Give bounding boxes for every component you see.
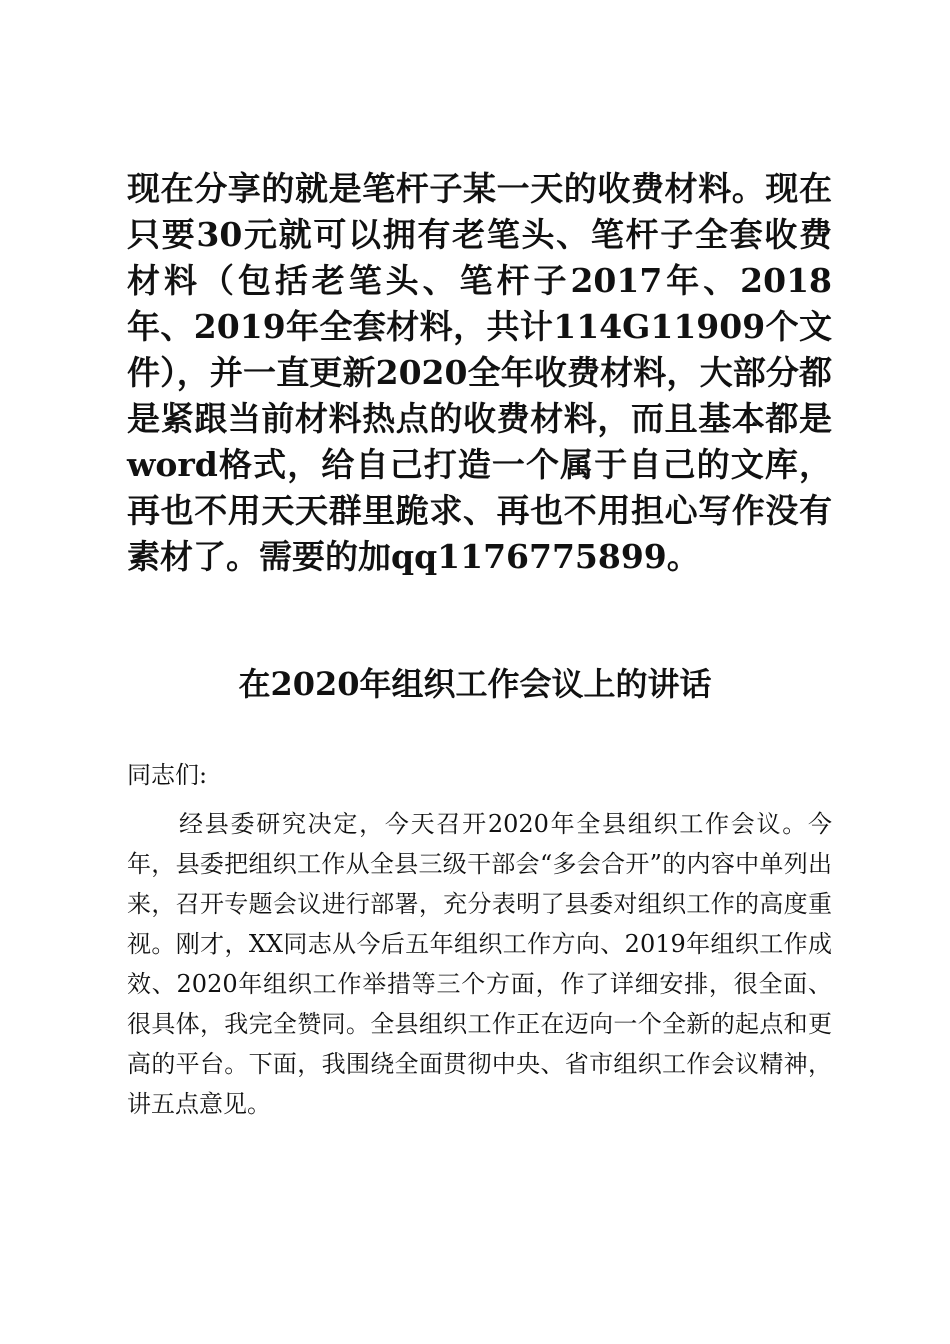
body-paragraph: 经县委研究决定，今天召开2020年全县组织工作会议。今年，县委把组织工作从全县三级干部会“多会合开”的内容中单列出来，召开专题会议进行部署，充分表明了县委对组织工作的高度重视。刚才，XX同志从今后五年组织工作方向、2019年组织工作成效、2020年组织工作举措等三个方面，作了详细安排，很全面、很具体，我完全赞同。全县组织工作正在迈向一个全新的起点和更高的平台。下面，我围绕全面贯彻中央、省市组织工作会议精神，讲五点意见。 xyxy=(127,810,832,1118)
salutation: 同志们: xyxy=(127,761,208,789)
document-title: 在2020年组织工作会议上的讲话 xyxy=(238,665,712,703)
promo-paragraph: 现在分享的就是笔杆子某一天的收费材料。现在只要30元就可以拥有老笔头、笔杆子全套收费材料（包括老笔头、笔杆子2017年、2018年、2019年全套材料，共计114G11909个文件），并一直更新2020全年收费材料，大部分都是紧跟当前材料热点的收费材料，而且基本都是word格式，给自己打造一个属于自己的文库，再也不用天天群里跪求、再也不用担心写作没有素材了。需要的加qq1176775899。 xyxy=(127,169,832,576)
